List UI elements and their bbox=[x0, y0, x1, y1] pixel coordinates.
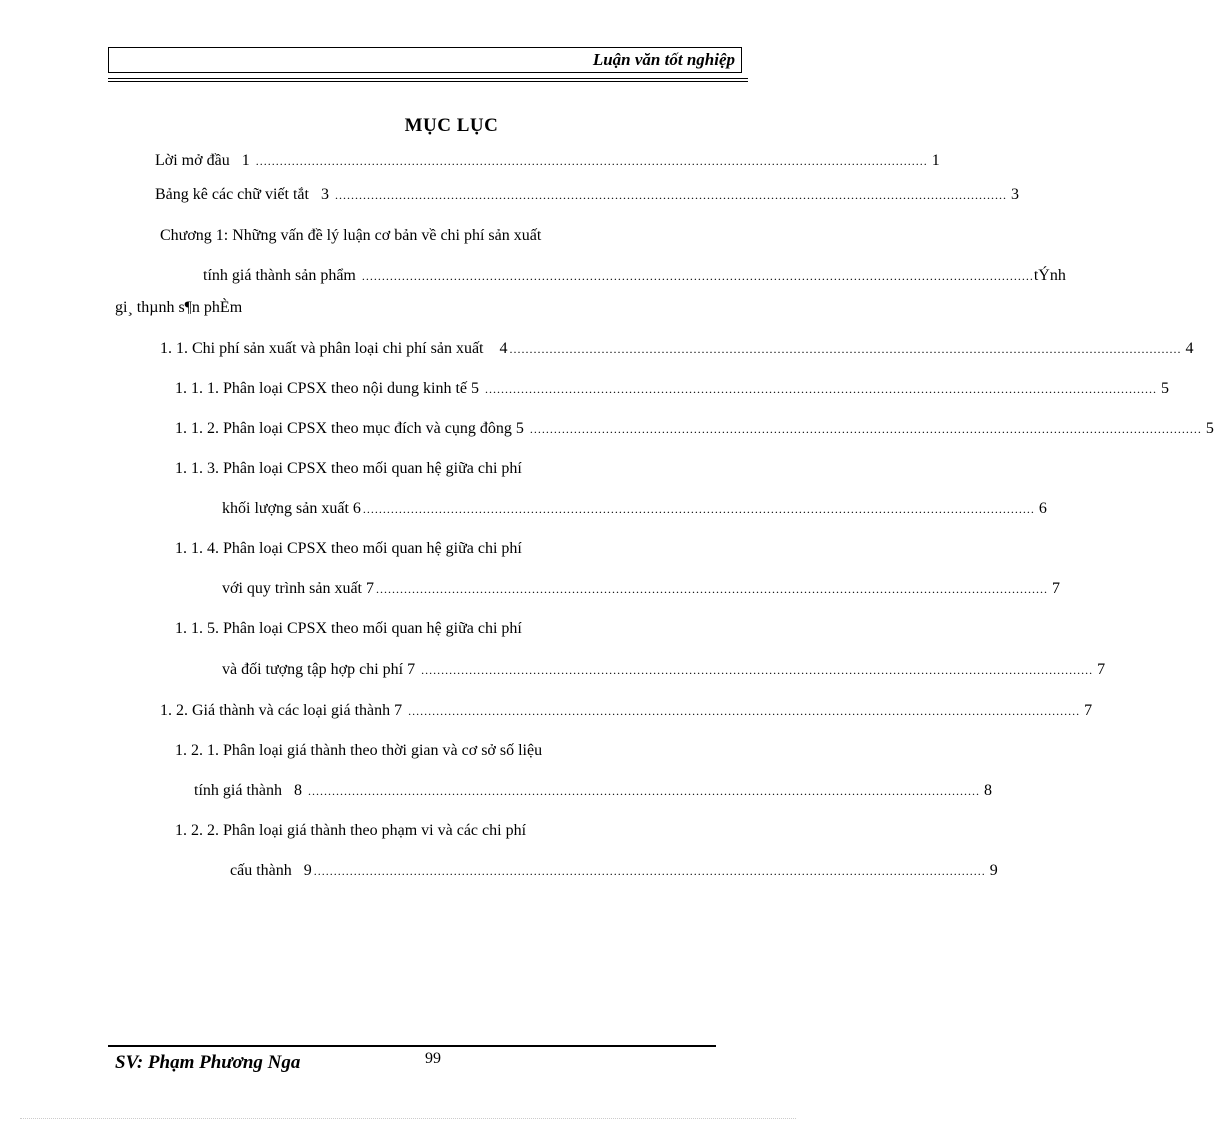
toc-page-number: 9 bbox=[989, 862, 998, 879]
toc-leader: ........................................................................................................................................................................ bbox=[529, 422, 1202, 436]
toc-entry-text: gi¸ thµnh s¶n phÈm bbox=[115, 299, 243, 316]
toc-page-number: 1 bbox=[931, 152, 940, 169]
toc-entry-text: Bảng kê các chữ viết tắt 3 bbox=[155, 186, 333, 203]
toc-page-number: 7 bbox=[1097, 661, 1106, 678]
toc-leader: ........................................................................................................................................................................ bbox=[509, 342, 1182, 356]
toc-page-number: 7 bbox=[1052, 580, 1060, 597]
header-title: Luận văn tốt nghiệp bbox=[592, 50, 735, 69]
toc-entry-text: khối lượng sản xuất 6 bbox=[222, 500, 361, 517]
toc-leader: ........................................................................................................................................................................ bbox=[334, 188, 1007, 202]
footer-author: SV: Phạm Phương Nga bbox=[115, 1052, 301, 1073]
footer-rule bbox=[108, 1045, 716, 1047]
toc-leader: ........................................................................................................................................................................ bbox=[255, 154, 928, 168]
toc-entry-text: tính giá thành 8 bbox=[194, 782, 306, 799]
toc-entry bbox=[160, 702, 1093, 720]
toc-page-number: 7 bbox=[1084, 702, 1093, 719]
toc-entry-text: với quy trình sản xuất 7 bbox=[222, 580, 374, 597]
toc-entry bbox=[160, 340, 1194, 358]
page-bottom-border bbox=[20, 1118, 796, 1119]
page-title: MỤC LỤC bbox=[404, 115, 499, 136]
toc-entry-text: 1. 1. Chi phí sản xuất và phân loại chi phí sản xuất 4 bbox=[160, 340, 508, 357]
header-box bbox=[108, 47, 742, 73]
toc-entry-text: Chương 1: Những vấn đề lý luận cơ bản về chi phí sản xuất bbox=[160, 227, 542, 244]
toc-entry bbox=[175, 420, 1214, 438]
toc-page-number: 6 bbox=[1038, 500, 1047, 517]
toc-entry-text: 1. 2. 1. Phân loại giá thành theo thời gian và cơ sở số liệu bbox=[175, 742, 543, 759]
toc-entry bbox=[194, 782, 992, 800]
toc-entry-text: 1. 1. 2. Phân loại CPSX theo mục đích và cụng đông 5 bbox=[175, 420, 528, 437]
toc-leader: ........................................................................................................................................................................ bbox=[307, 784, 980, 798]
toc-leader: ........................................................................................................................................................................ bbox=[485, 382, 1157, 396]
toc-leader: ........................................................................................................................................................................ bbox=[408, 704, 1081, 718]
toc-page-number: 5 bbox=[1205, 420, 1214, 437]
toc-entry-tail: tÝnh bbox=[1033, 267, 1066, 284]
toc-entry bbox=[155, 152, 940, 170]
toc-entry-text: 1. 2. 2. Phân loại giá thành theo phạm vi và các chi phí bbox=[175, 822, 527, 839]
toc-entry bbox=[155, 186, 1019, 204]
footer-page-number: 99 bbox=[425, 1050, 441, 1067]
toc-leader: ........................................................................................................................................................................ bbox=[421, 663, 1094, 677]
toc-entry-text: 1. 1. 3. Phân loại CPSX theo mối quan hệ giữa chi phí bbox=[175, 460, 522, 477]
toc-entry-text: tính giá thành sản phẩm bbox=[203, 267, 360, 284]
toc-page-number: 3 bbox=[1010, 186, 1019, 203]
toc-entry-text: cấu thành 9 bbox=[230, 862, 312, 879]
toc-leader: ........................................................................................................................................................................ bbox=[361, 269, 1034, 283]
toc-entry-text: 1. 2. Giá thành và các loại giá thành 7 bbox=[160, 702, 407, 719]
toc-entry-text: và đối tượng tập hợp chi phí 7 bbox=[222, 661, 420, 678]
toc-entry bbox=[222, 661, 1106, 679]
toc-entry-text: 1. 1. 4. Phân loại CPSX theo mối quan hệ giữa chi phí bbox=[175, 540, 522, 557]
toc-entry-text: 1. 1. 5. Phân loại CPSX theo mối quan hệ giữa chi phí bbox=[175, 620, 522, 637]
toc-entry bbox=[175, 380, 1169, 398]
toc-entry-text: 1. 1. 1. Phân loại CPSX theo nội dung kinh tế 5 bbox=[175, 380, 483, 397]
toc-entry bbox=[230, 862, 998, 880]
toc-page-number: 4 bbox=[1185, 340, 1194, 357]
toc-entry bbox=[222, 500, 1047, 518]
toc-leader: ........................................................................................................................................................................ bbox=[362, 502, 1035, 516]
header-rule bbox=[108, 81, 748, 82]
toc-page-number: 5 bbox=[1161, 380, 1169, 397]
toc-entry bbox=[222, 580, 1060, 598]
toc-entry bbox=[203, 267, 1066, 285]
toc-page-number: 8 bbox=[983, 782, 992, 799]
header-rule bbox=[108, 78, 748, 79]
toc-leader: ........................................................................................................................................................................ bbox=[376, 582, 1048, 596]
toc-entry-text: Lời mở đầu 1 bbox=[155, 152, 254, 169]
toc-leader: ........................................................................................................................................................................ bbox=[313, 864, 986, 878]
